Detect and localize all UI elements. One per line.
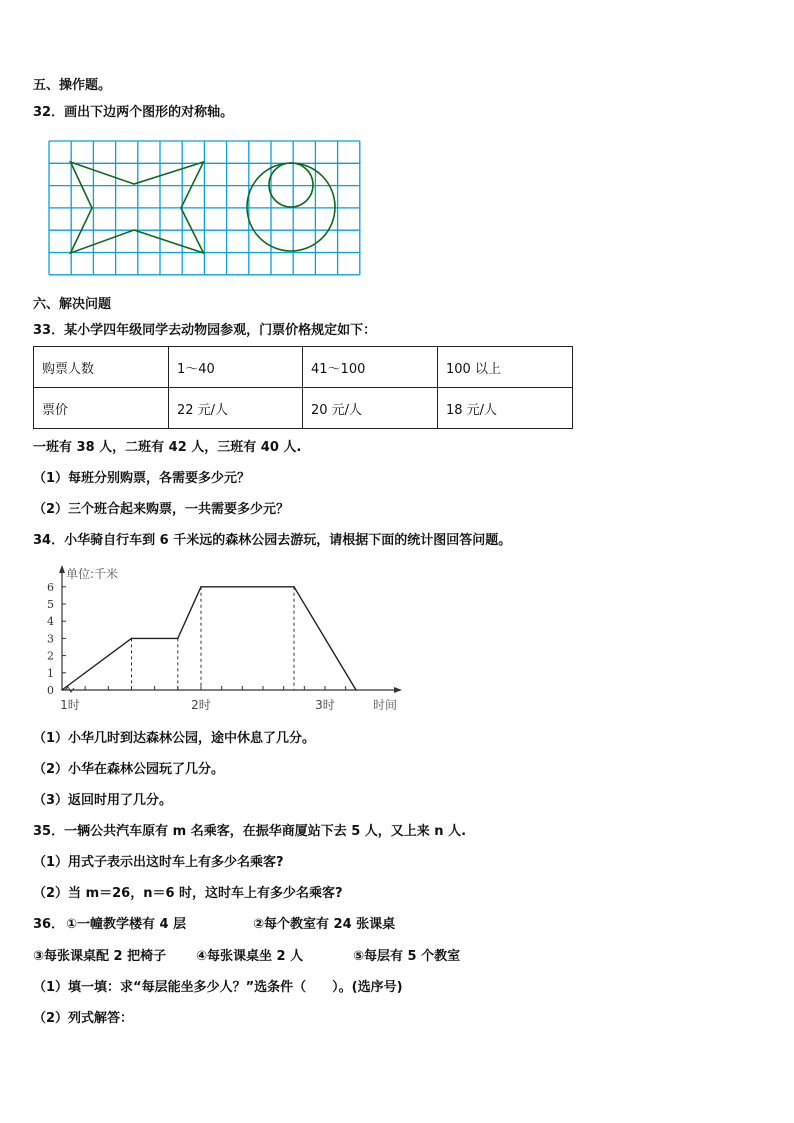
condition-5: ⑤每层有 5 个教室 (353, 949, 461, 964)
x-axis-arrow (394, 687, 402, 693)
data-point (355, 689, 357, 691)
y-tick-label: 3 (47, 632, 54, 646)
question-34-sub3: （3）返回时用了几分。 (33, 793, 173, 808)
series-line-distance (62, 587, 356, 690)
table-cell: 41～100 (303, 347, 438, 388)
y-tick-label: 2 (47, 649, 54, 663)
question-34-sub2: （2）小华在森林公园玩了几分。 (33, 762, 225, 777)
y-tick-label: 0 (47, 684, 54, 697)
data-point (61, 689, 63, 691)
question-35-sub1: （1）用式子表示出这时车上有多少名乘客? (33, 855, 284, 870)
ticket-price-table (33, 346, 573, 429)
section-5-heading: 五、操作题。 (33, 78, 112, 93)
data-point (293, 586, 295, 588)
question-35-text: 35．一辆公共汽车原有 m 名乘客，在振华商厦站下去 5 人，又上来 n 人. (33, 824, 467, 839)
x-tick-label: 1时 (60, 698, 80, 712)
question-36-sub2: （2）列式解答： (33, 1011, 134, 1026)
question-33-sub2: （2）三个班合起来购票，一共需要多少元？ (33, 502, 290, 517)
y-axis-label: 单位:千米 (66, 567, 119, 581)
y-tick-label: 6 (47, 580, 54, 594)
table-cell: 购票人数 (34, 347, 169, 388)
symmetry-grid-figure (48, 140, 360, 276)
question-32-text: 32．画出下边两个图形的对称轴。 (33, 105, 234, 120)
x-tick-label: 3时 (315, 698, 335, 712)
data-point (131, 638, 133, 640)
distance-time-chart (35, 562, 405, 718)
y-axis-arrow (59, 565, 65, 573)
table-cell: 100 以上 (438, 347, 573, 388)
question-35-sub2: （2）当 m＝26，n＝6 时，这时车上有多少名乘客? (33, 886, 343, 901)
data-point (200, 586, 202, 588)
section-6-heading: 六、解决问题 (33, 297, 112, 312)
table-cell: 票价 (34, 388, 169, 429)
data-point (177, 638, 179, 640)
question-34-text: 34．小华骑自行车到 6 千米远的森林公园去游玩，请根据下面的统计图回答问题。 (33, 533, 512, 548)
question-36-sub1: （1）填一填：求“每层能坐多少人？”选条件（ ）。(选序号) (33, 980, 403, 995)
table-row (34, 388, 573, 429)
table-cell: 20 元/人 (303, 388, 438, 429)
question-36-number: 36． (33, 917, 65, 932)
question-33-sub1: （1）每班分别购票，各需要多少元？ (33, 471, 251, 486)
condition-3: ③每张课桌配 2 把椅子 (33, 949, 167, 964)
question-33-text: 33．某小学四年级同学去动物园参观，门票价格规定如下： (33, 323, 377, 338)
x-axis-label: 时间 (373, 698, 398, 712)
table-cell: 18 元/人 (438, 388, 573, 429)
table-cell: 1～40 (169, 347, 303, 388)
condition-4: ④每张课桌坐 2 人 (196, 949, 304, 964)
condition-1: ①一幢教学楼有 4 层 (66, 917, 187, 932)
question-34-sub1: （1）小华几时到达森林公园，途中休息了几分。 (33, 731, 316, 746)
table-cell: 22 元/人 (169, 388, 303, 429)
x-tick-label: 2时 (191, 698, 211, 712)
question-33-info: 一班有 38 人，二班有 42 人，三班有 40 人. (33, 440, 302, 455)
condition-2: ②每个教室有 24 张课桌 (253, 917, 396, 932)
table-row (34, 347, 573, 388)
y-tick-label: 5 (47, 598, 54, 611)
y-tick-label: 1 (47, 666, 54, 680)
y-tick-label: 4 (47, 615, 54, 629)
